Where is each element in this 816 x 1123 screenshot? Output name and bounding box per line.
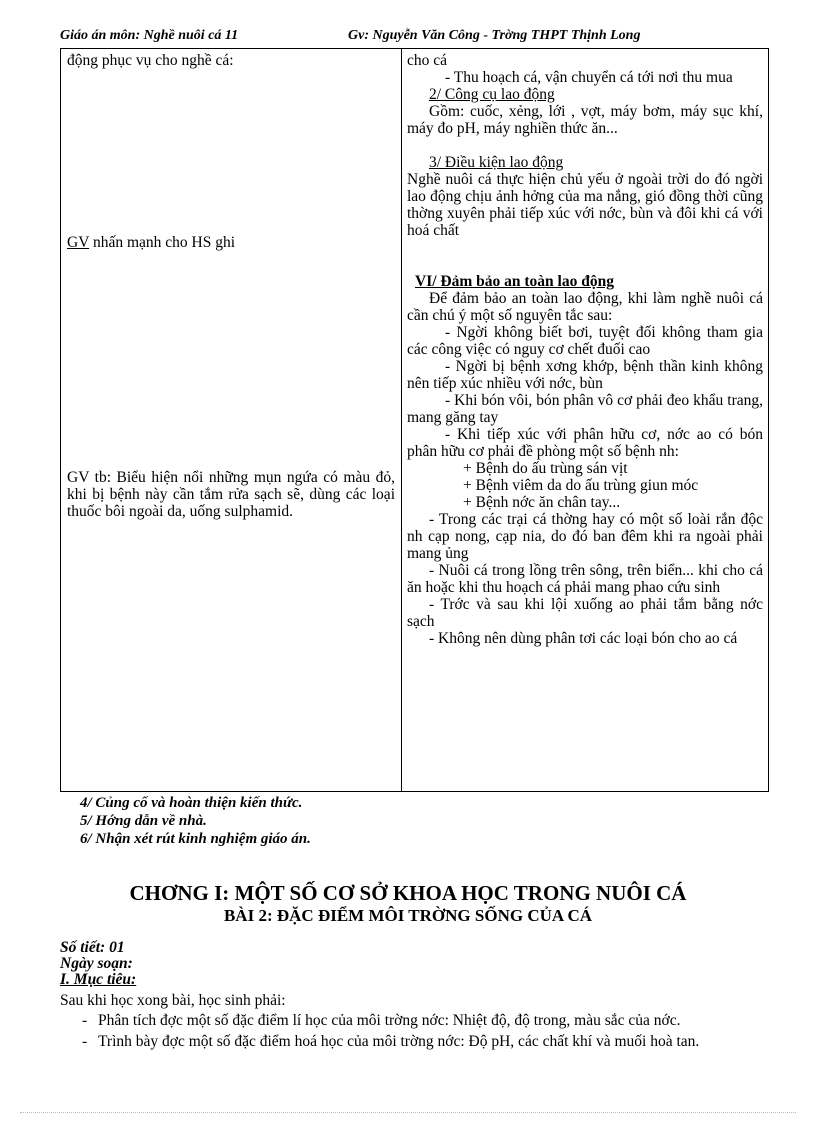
- gv-label: GV: [67, 234, 90, 251]
- lesson-meta: [60, 940, 136, 988]
- text-p5: Để đảm bảo an toàn lao động, khi làm nghề nuôi cá cần chú ý một số nguyên tắc sau:: [407, 290, 763, 324]
- subject-title: Giáo án môn: Nghề nuôi cá 11: [60, 28, 239, 43]
- intro-text: Sau khi học xong bài, học sinh phải:: [60, 992, 286, 1009]
- objectives-heading: I. Mục tiêu:: [60, 971, 137, 988]
- step-6: 6/ Nhận xét rút kinh nghiệm giáo án.: [80, 831, 311, 847]
- text-p8: - Khi bón vôi, bón phân vô cơ phải đeo khẩu trang, mang găng tay: [407, 392, 763, 426]
- text-p7: - Ngời bị bệnh xơng khớp, bệnh thần kinh không nên tiếp xúc nhiều với nớc, bùn: [407, 358, 763, 392]
- text-p10: - Trong các trại cá thờng hay có một số loài rắn độc nh cạp nong, cạp nia, do đó ban đêm khi ra ngoài phải mang ủng: [407, 511, 763, 562]
- lesson-table: [60, 48, 769, 792]
- left-line1: động phục vụ cho nghề cá:: [67, 52, 234, 69]
- date-prepared: Ngày soạn:: [60, 955, 133, 972]
- heading-tools: 2/ Công cụ lao động: [429, 86, 555, 103]
- text-p13: - Không nên dùng phân tơi các loại bón cho ao cá: [429, 630, 738, 647]
- text-p3: Gồm: cuốc, xẻng, lới , vợt, máy bơm, máy sục khí, máy đo pH, máy nghiền thức ăn...: [407, 103, 763, 137]
- gv-note: [67, 234, 395, 251]
- teacher-info: Gv: Nguyễn Văn Công - Trờng THPT Thịnh Long: [348, 28, 641, 43]
- step-4: 4/ Củng cố và hoàn thiện kiến thức.: [80, 795, 303, 811]
- text-p1: cho cá: [407, 52, 448, 69]
- right-content: [407, 52, 763, 647]
- text-p11: - Nuôi cá trong lồng trên sông, trên biển... khi cho cá ăn hoặc khi thu hoạch cá phải mang phao cứu sinh: [407, 562, 763, 596]
- lesson-steps: [80, 794, 311, 848]
- column-divider: [401, 49, 402, 791]
- goal-text: Trình bày đợc một số đặc điểm hoá học của môi trờng nớc: Độ pH, các chất khí và muối hoà tan.: [98, 1033, 700, 1050]
- text-p2: - Thu hoạch cá, vận chuyển cá tới nơi thu mua: [445, 69, 733, 86]
- goal-item: - Trình bày đợc một số đặc điểm hoá học của môi trờng nớc: Độ pH, các chất khí và muối hoà tan.: [82, 1033, 700, 1050]
- text-p9: - Khi tiếp xúc với phân hữu cơ, nớc ao có bón phân hữu cơ phải đề phòng một số bệnh nh:: [407, 426, 763, 460]
- gv-tb: GV tb: Biểu hiện nổi những mụn ngứa có màu đỏ, khi bị bệnh này cần tắm rửa sạch sẽ, dùng các loại thuốc bôi ngoài da, uống sulphamid.: [67, 469, 395, 520]
- gv-note-text: nhấn mạnh cho HS ghi: [89, 234, 236, 251]
- bullet-2: + Bệnh viêm da do ấu trùng giun móc: [463, 477, 699, 494]
- chapter-title: CHƠNG I: MỘT SỐ CƠ SỞ KHOA HỌC TRONG NUÔI CÁ: [129, 881, 687, 905]
- heading-safety: VI/ Đảm bảo an toàn lao động: [415, 273, 614, 290]
- text-p12: - Trớc và sau khi lội xuống ao phải tắm bằng nớc sạch: [407, 596, 763, 630]
- goal-item: - Phân tích đợc một số đặc điểm lí học của môi trờng nớc: Nhiệt độ, độ trong, màu sắc của nớc.: [82, 1012, 681, 1029]
- bullet-1: + Bệnh do ấu trùng sán vịt: [463, 460, 628, 477]
- text-p4: Nghề nuôi cá thực hiện chủ yếu ở ngoài trời do đó ngời lao động chịu ảnh hởng của ma nắng, gió đồng thời cũng thờng xuyên phải tiếp xúc với nớc, bùn và đôi khi cá với hoá chất: [407, 171, 763, 239]
- text-p6: - Ngời không biết bơi, tuyệt đối không tham gia các công việc có nguy cơ chết đuối cao: [407, 324, 763, 358]
- goal-text: Phân tích đợc một số đặc điểm lí học của môi trờng nớc: Nhiệt độ, độ trong, màu sắc của nớc.: [98, 1012, 681, 1029]
- periods: Số tiết: 01: [60, 939, 125, 956]
- goals-list: [60, 1012, 770, 1054]
- heading-conditions: 3/ Điều kiện lao động: [429, 154, 564, 171]
- lesson-title: BÀI 2: ĐẶC ĐIỂM MÔI TRỜNG SỐNG CỦA CÁ: [223, 906, 593, 925]
- bullet-3: + Bệnh nớc ăn chân tay...: [463, 494, 621, 511]
- step-5: 5/ Hớng dẫn về nhà.: [80, 813, 207, 829]
- page-bottom-rule: [20, 1112, 796, 1113]
